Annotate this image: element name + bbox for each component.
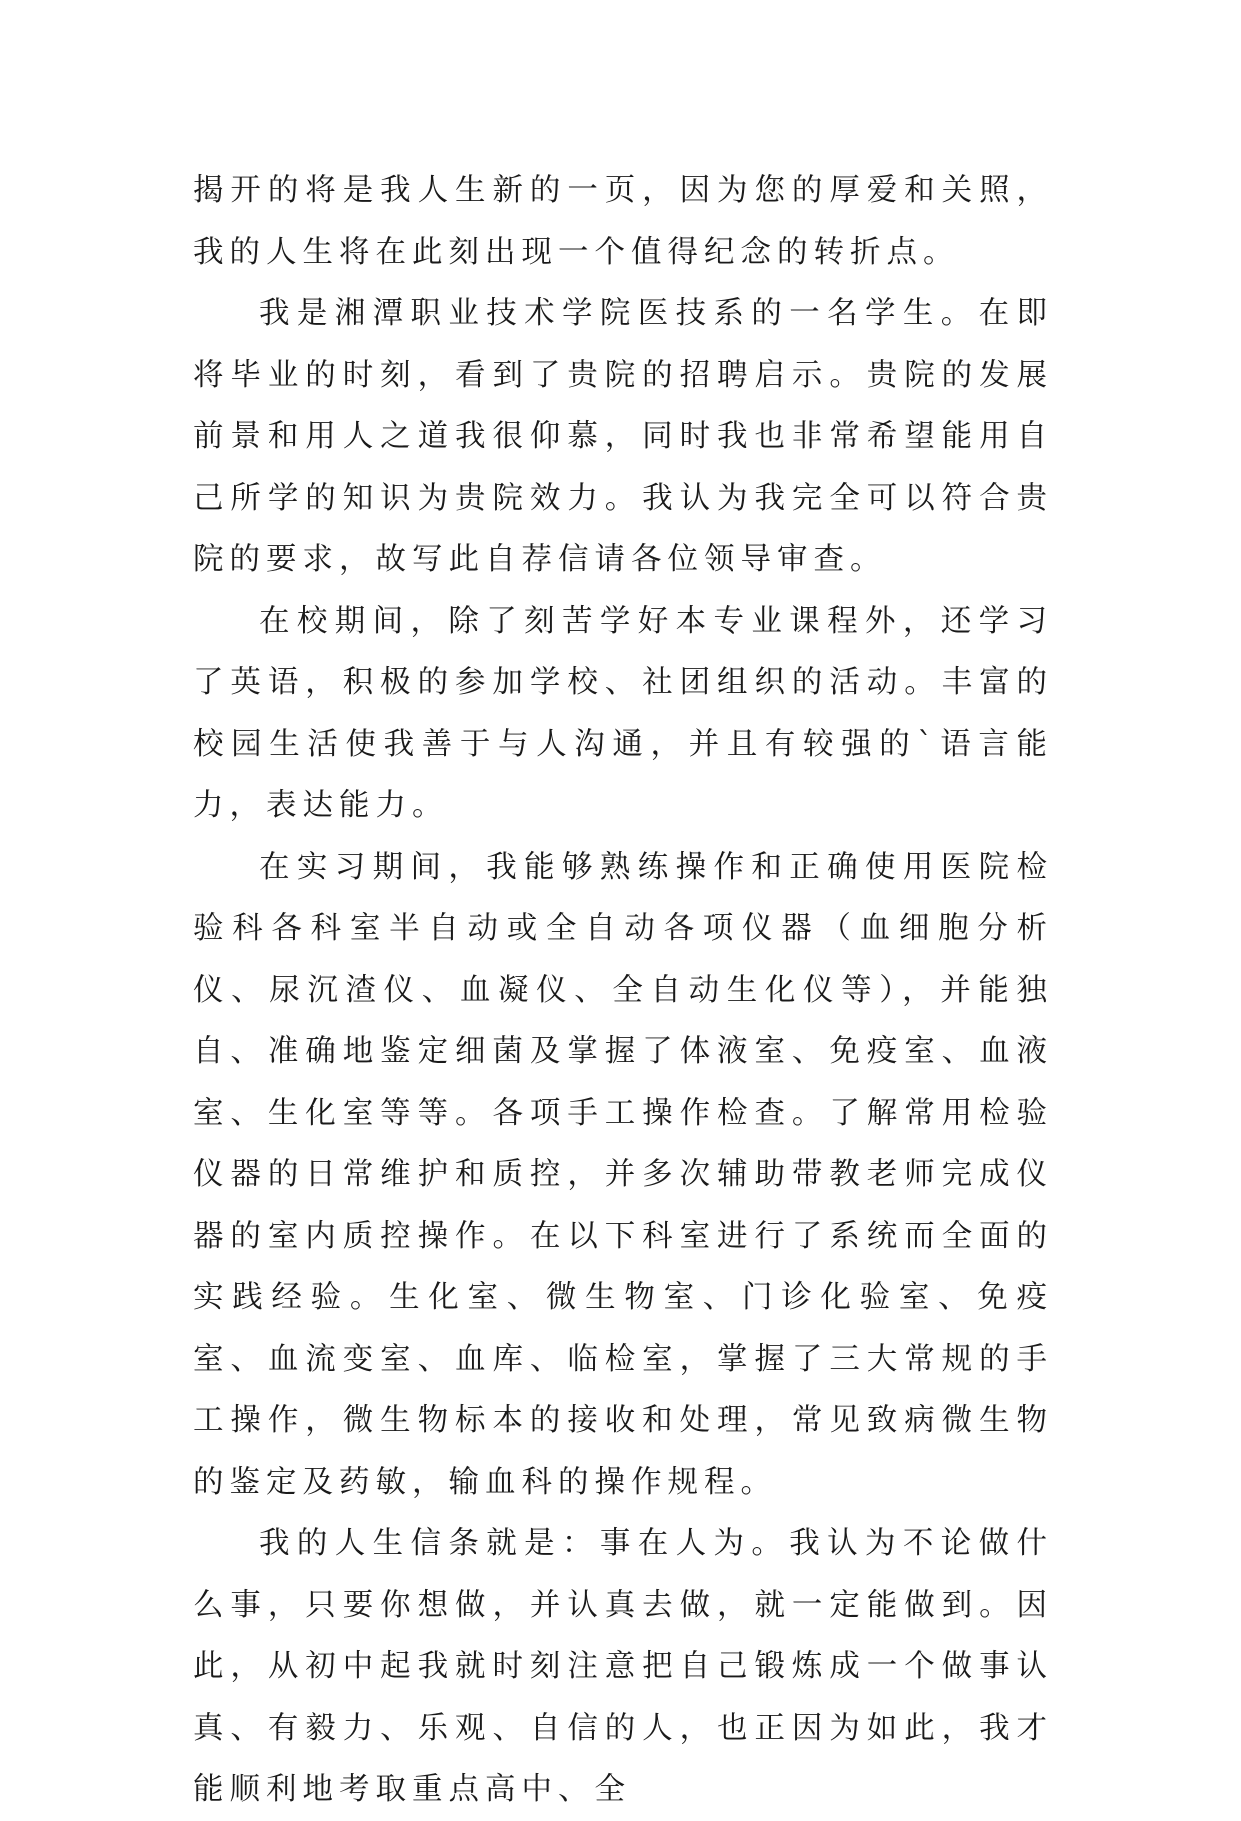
paragraph-school-period: 在校期间，除了刻苦学好本专业课程外，还学习了英语，积极的参加学校、社团组织的活动。丰富的校园生活使我善于与人沟通，并且有较强的`语言能力，表达能力。	[193, 603, 1053, 823]
paragraph-introduction: 我是湘潭职业技术学院医技系的一名学生。在即将毕业的时刻，看到了贵院的招聘启示。贵院的发展前景和用人之道我很仰慕，同时我也非常希望能用自己所学的知识为贵院效力。我认为我完全可以符合贵院的要求，故写此自荐信请各位领导审查。	[193, 296, 1053, 577]
paragraph-continuation: 揭开的将是我人生新的一页，因为您的厚爱和关照，我的人生将在此刻出现一个值得纪念的转折点。	[193, 173, 1053, 270]
paragraph-internship: 在实习期间，我能够熟练操作和正确使用医院检验科各科室半自动或全自动各项仪器（血细胞分析仪、尿沉渣仪、血凝仪、全自动生化仪等），并能独自、准确地鉴定细菌及掌握了体液室、免疫室、血液室、生化室等等。各项手工操作检查。了解常用检验仪器的日常维护和质控，并多次辅助带教老师完成仪器的室内质控操作。在以下科室进行了系统而全面的实践经验。生化室、微生物室、门诊化验室、免疫室、血流变室、血库、临检室，掌握了三大常规的手工操作，微生物标本的接收和处理，常见致病微生物的鉴定及药敏，输血科的操作规程。	[193, 849, 1053, 1500]
letter-body	[193, 160, 1053, 1821]
paragraph-life-motto: 我的人生信条就是：事在人为。我认为不论做什么事，只要你想做，并认真去做，就一定能做到。因此，从初中起我就时刻注意把自己锻炼成一个做事认真、有毅力、乐观、自信的人，也正因为如此，我才能顺利地考取重点高中、全	[193, 1526, 1053, 1807]
